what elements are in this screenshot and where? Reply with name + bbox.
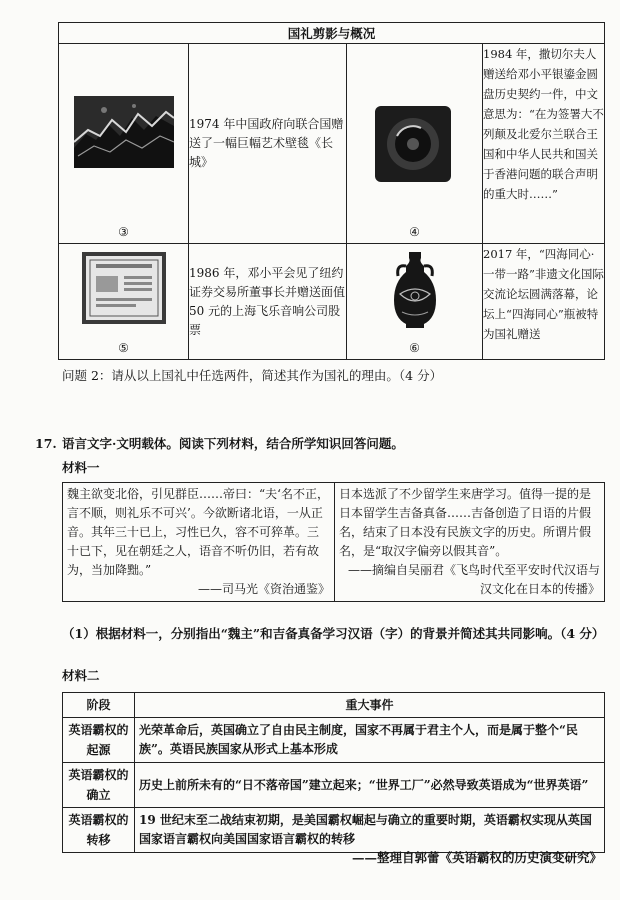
gift-table-title: 国礼剪影与概况 [59, 23, 605, 44]
gift-table [58, 22, 605, 360]
stock-certificate-image [82, 252, 166, 324]
event-origin: 光荣革命后，英国确立了自由民主制度，国家不再属于君主个人，而是属于整个“民族”。英语民族国家从形式上基本形成 [135, 718, 605, 763]
q17-number: 17. [35, 436, 57, 451]
sub-question-1: （1）根据材料一，分别指出“魏主”和吉备真备学习汉语（字）的背景并简述其共同影响。（4 分） [62, 626, 605, 641]
event-header: 重大事件 [135, 693, 605, 718]
stage-establish: 英语霸权的确立 [63, 763, 135, 808]
gift-number-3: ③ [118, 225, 129, 239]
gift-image-cell-5 [59, 244, 189, 360]
material-2-label: 材料二 [62, 668, 100, 683]
material-1-right-cell [335, 483, 605, 602]
silver-plate-image [375, 106, 451, 182]
gift-desc-4: 1984 年，撒切尔夫人赠送给邓小平银鎏金圆盘历史契约一件，中文意思为：“在为签署大不列颠及北爱尔兰联合王国和中华人民共和国关于香港问题的联合声明的重大时……” [483, 44, 605, 244]
material-1-left-source: ——司马光《资治通鉴》 [197, 582, 330, 596]
great-wall-tapestry-image [74, 96, 174, 168]
gift-image-cell-6 [347, 244, 483, 360]
gift-number-5: ⑤ [118, 341, 129, 355]
gift-desc-6: 2017 年，“四海同心·一带一路”非遗文化国际交流论坛圆满落幕，论坛上“四海同心”瓶被特为国礼赠送 [483, 244, 605, 360]
material-1-left-text: 魏主欲变北俗，引见群臣……帝曰：“夫‘名不正，言不顺，则礼乐不可兴’。今欲断诸北语，一从正音。其年三十已上，习性已久，容不可猝革。三十已下，见在朝廷之人，语音不听仍旧，若有故为，当加降黜。” [67, 487, 329, 577]
gift-image-cell-3 [59, 44, 189, 244]
material-1-right-text: 日本选派了不少留学生来唐学习。值得一提的是日本留学生吉备真备……吉备创造了日语的片假名，结束了日本没有民族文字的历史。所谓片假名，是“取汉字偏旁以假其音”。 [339, 487, 592, 558]
gift-desc-5: 1986 年，邓小平会见了纽约证券交易所董事长并赠送面值 50 元的上海飞乐音响公司股票 [189, 244, 347, 360]
gift-desc-3: 1974 年中国政府向联合国赠送了一幅巨幅艺术壁毯《长城》 [189, 44, 347, 244]
vase-image [390, 250, 440, 330]
material-1-left-cell [63, 483, 335, 602]
gift-number-4: ④ [409, 225, 420, 239]
material-1-table [62, 482, 605, 602]
gift-image-cell-4 [347, 44, 483, 244]
stage-transfer: 英语霸权的转移 [63, 808, 135, 853]
question-2: 问题 2：请从以上国礼中任选两件，简述其作为国礼的理由。（4 分） [62, 368, 443, 383]
stage-header: 阶段 [63, 693, 135, 718]
event-transfer: 19 世纪末至二战结束初期，是美国霸权崛起与确立的重要时期，英语霸权实现从英国国家语言霸权向美国国家语言霸权的转移 [135, 808, 605, 853]
material-2-source: ——整理自郭蕾《英语霸权的历史演变研究》 [351, 850, 602, 865]
gift-number-6: ⑥ [409, 341, 420, 355]
material-1-label: 材料一 [62, 460, 100, 475]
stage-origin: 英语霸权的起源 [63, 718, 135, 763]
material-2-table [62, 692, 605, 853]
event-establish: 历史上前所未有的“日不落帝国”建立起来；“世界工厂”必然导致英语成为“世界英语” [135, 763, 605, 808]
material-1-right-source: ——摘编自吴丽君《飞鸟时代至平安时代汉语与汉文化在日本的传播》 [347, 563, 600, 596]
q17-stem: 语言文字·文明载体。阅读下列材料，结合所学知识回答问题。 [62, 436, 404, 451]
